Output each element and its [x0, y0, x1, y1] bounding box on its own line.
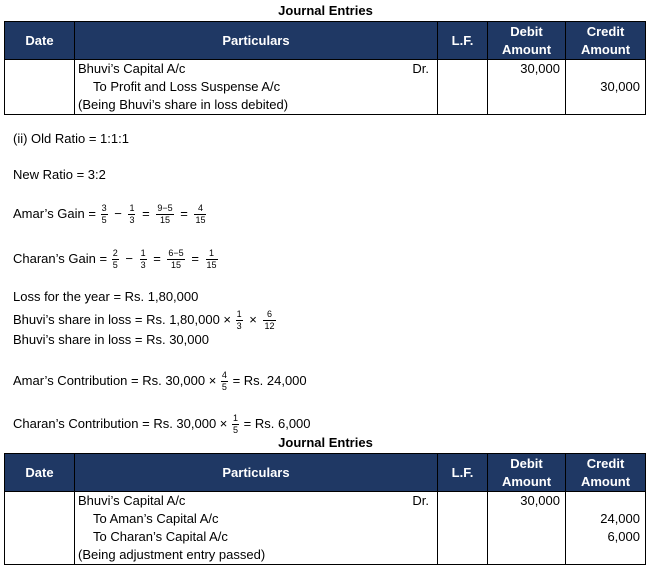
credit-amount: 6,000 [607, 529, 640, 544]
header-date: Date [5, 454, 75, 492]
charan-gain: Charan’s Gain = $\frac{2}{5}$ − $\frac{1}{3}$ = $\frac{6-5}{15}$ = $\frac{1}{15}$ [13, 248, 217, 270]
debit-amount: 30,000 [520, 61, 560, 76]
old-ratio: (ii) Old Ratio = 1:1:1 [13, 131, 129, 146]
particular-line: Bhuvi’s Capital A/c [78, 493, 186, 508]
debit-cell [488, 60, 566, 115]
header-credit: Credit Amount [566, 22, 646, 60]
credit-cell [566, 60, 646, 115]
particular-line: To Profit and Loss Suspense A/c [93, 79, 281, 94]
particular-line: Bhuvi’s Capital A/c [78, 61, 186, 76]
date-cell [5, 492, 75, 565]
particular-line: To Charan’s Capital A/c [93, 529, 228, 544]
header-lf: L.F. [438, 454, 488, 492]
bhuvi-share-calc: Bhuvi’s share in loss = Rs. 1,80,000 × $\frac{1}{3}$ × $\frac{6}{12}$ [13, 309, 275, 331]
amar-contribution: Amar’s Contribution = Rs. 30,000 × $\frac{4}{5}$ = Rs. 24,000 [13, 370, 307, 392]
journal-title-1: Journal Entries [278, 3, 373, 18]
date-cell [5, 60, 75, 115]
charan-contribution: Charan’s Contribution = Rs. 30,000 × $\frac{1}{5}$ = Rs. 6,000 [13, 413, 311, 435]
amar-gain: Amar’s Gain = $\frac{3}{5}$ − $\frac{1}{3}$ = $\frac{9-5}{15}$ = $\frac{4}{15}$ [13, 203, 206, 225]
header-particulars: Particulars [75, 454, 438, 492]
loss-for-year: Loss for the year = Rs. 1,80,000 [13, 289, 199, 304]
journal-title-2: Journal Entries [278, 435, 373, 450]
particular-line: (Being Bhuvi’s share in loss debited) [78, 97, 289, 112]
journal-table-2 [4, 453, 646, 565]
particular-line: (Being adjustment entry passed) [78, 547, 266, 562]
header-credit: Credit Amount [566, 454, 646, 492]
dr-label: Dr. [412, 61, 429, 76]
credit-cell [566, 492, 646, 565]
debit-amount: 30,000 [520, 493, 560, 508]
debit-cell [488, 492, 566, 565]
lf-cell [438, 492, 488, 565]
new-ratio: New Ratio = 3:2 [13, 167, 106, 182]
credit-amount: 24,000 [600, 511, 640, 526]
header-debit: Debit Amount [488, 454, 566, 492]
particular-line: To Aman’s Capital A/c [93, 511, 219, 526]
header-debit: Debit Amount [488, 22, 566, 60]
dr-label: Dr. [412, 493, 429, 508]
header-date: Date [5, 22, 75, 60]
credit-amount: 30,000 [600, 79, 640, 94]
bhuvi-share: Bhuvi’s share in loss = Rs. 30,000 [13, 332, 209, 347]
header-particulars: Particulars [75, 22, 438, 60]
particulars-cell [75, 60, 438, 115]
header-lf: L.F. [438, 22, 488, 60]
lf-cell [438, 60, 488, 115]
journal-table-1 [4, 21, 646, 115]
particulars-cell [75, 492, 438, 565]
